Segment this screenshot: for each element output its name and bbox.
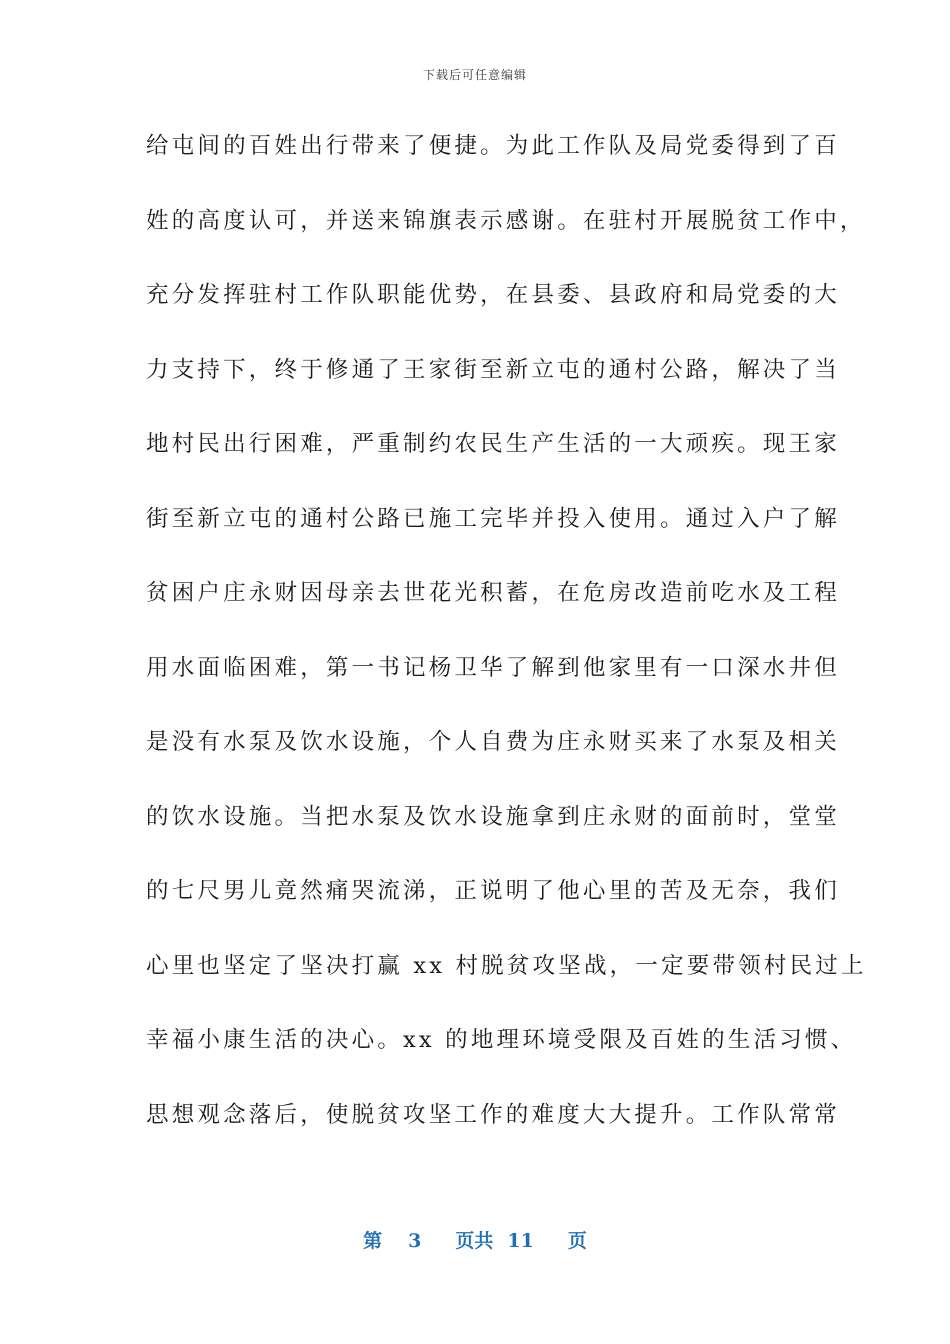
body-line-5: 地村民出行困难，严重制约农民生产生活的一大顽疾。现王家: [146, 431, 840, 457]
body-line-3: 充分发挥驻村工作队职能优势，在县委、县政府和局党委的大: [146, 282, 840, 308]
body-line-6: 街至新立屯的通村公路已施工完毕并投入使用。通过入户了解: [146, 505, 840, 532]
body-line-4: 力支持下，终于修通了王家街至新立屯的通村公路，解决了当: [146, 356, 840, 383]
body-line-11: 的七尺男儿竟然痛哭流涕，正说明了他心里的苦及无奈，我们: [146, 878, 840, 904]
page-header-note: 下载后可任意编辑: [422, 68, 527, 82]
body-line-13: 幸福小康生活的决心。xx 的地理环境受限及百姓的生活习惯、: [146, 1027, 857, 1053]
body-line-14: 思想观念落后，使脱贫攻坚工作的难度大大提升。工作队常常: [146, 1101, 840, 1128]
current-page-number: 3: [408, 1230, 422, 1252]
body-line-8: 用水面临困难，第一书记杨卫华了解到他家里有一口深水井但: [146, 654, 840, 681]
body-line-1: 给屯间的百姓出行带来了便捷。为此工作队及局党委得到了百: [146, 133, 840, 159]
body-line-9: 是没有水泵及饮水设施，个人自费为庄永财买来了水泵及相关: [146, 729, 840, 755]
body-line-10: 的饮水设施。当把水泵及饮水设施拿到庄永财的面前时，堂堂: [146, 803, 840, 830]
body-line-2: 姓的高度认可，并送来锦旗表示感谢。在驻村开展脱贫工作中，: [146, 207, 866, 234]
total-pages-number: 11: [507, 1230, 534, 1252]
footer-prefix: 第: [363, 1230, 383, 1252]
body-line-7: 贫困户庄永财因母亲去世花光积蓄，在危房改造前吃水及工程: [146, 580, 840, 606]
body-line-12: 心里也坚定了坚决打赢 xx 村脱贫攻坚战，一定要带领村民过上: [146, 952, 867, 979]
page-number-footer: [0, 1226, 950, 1253]
document-body: [146, 126, 867, 1169]
footer-suffix: 页: [567, 1230, 587, 1252]
footer-middle: 页共: [455, 1230, 494, 1252]
